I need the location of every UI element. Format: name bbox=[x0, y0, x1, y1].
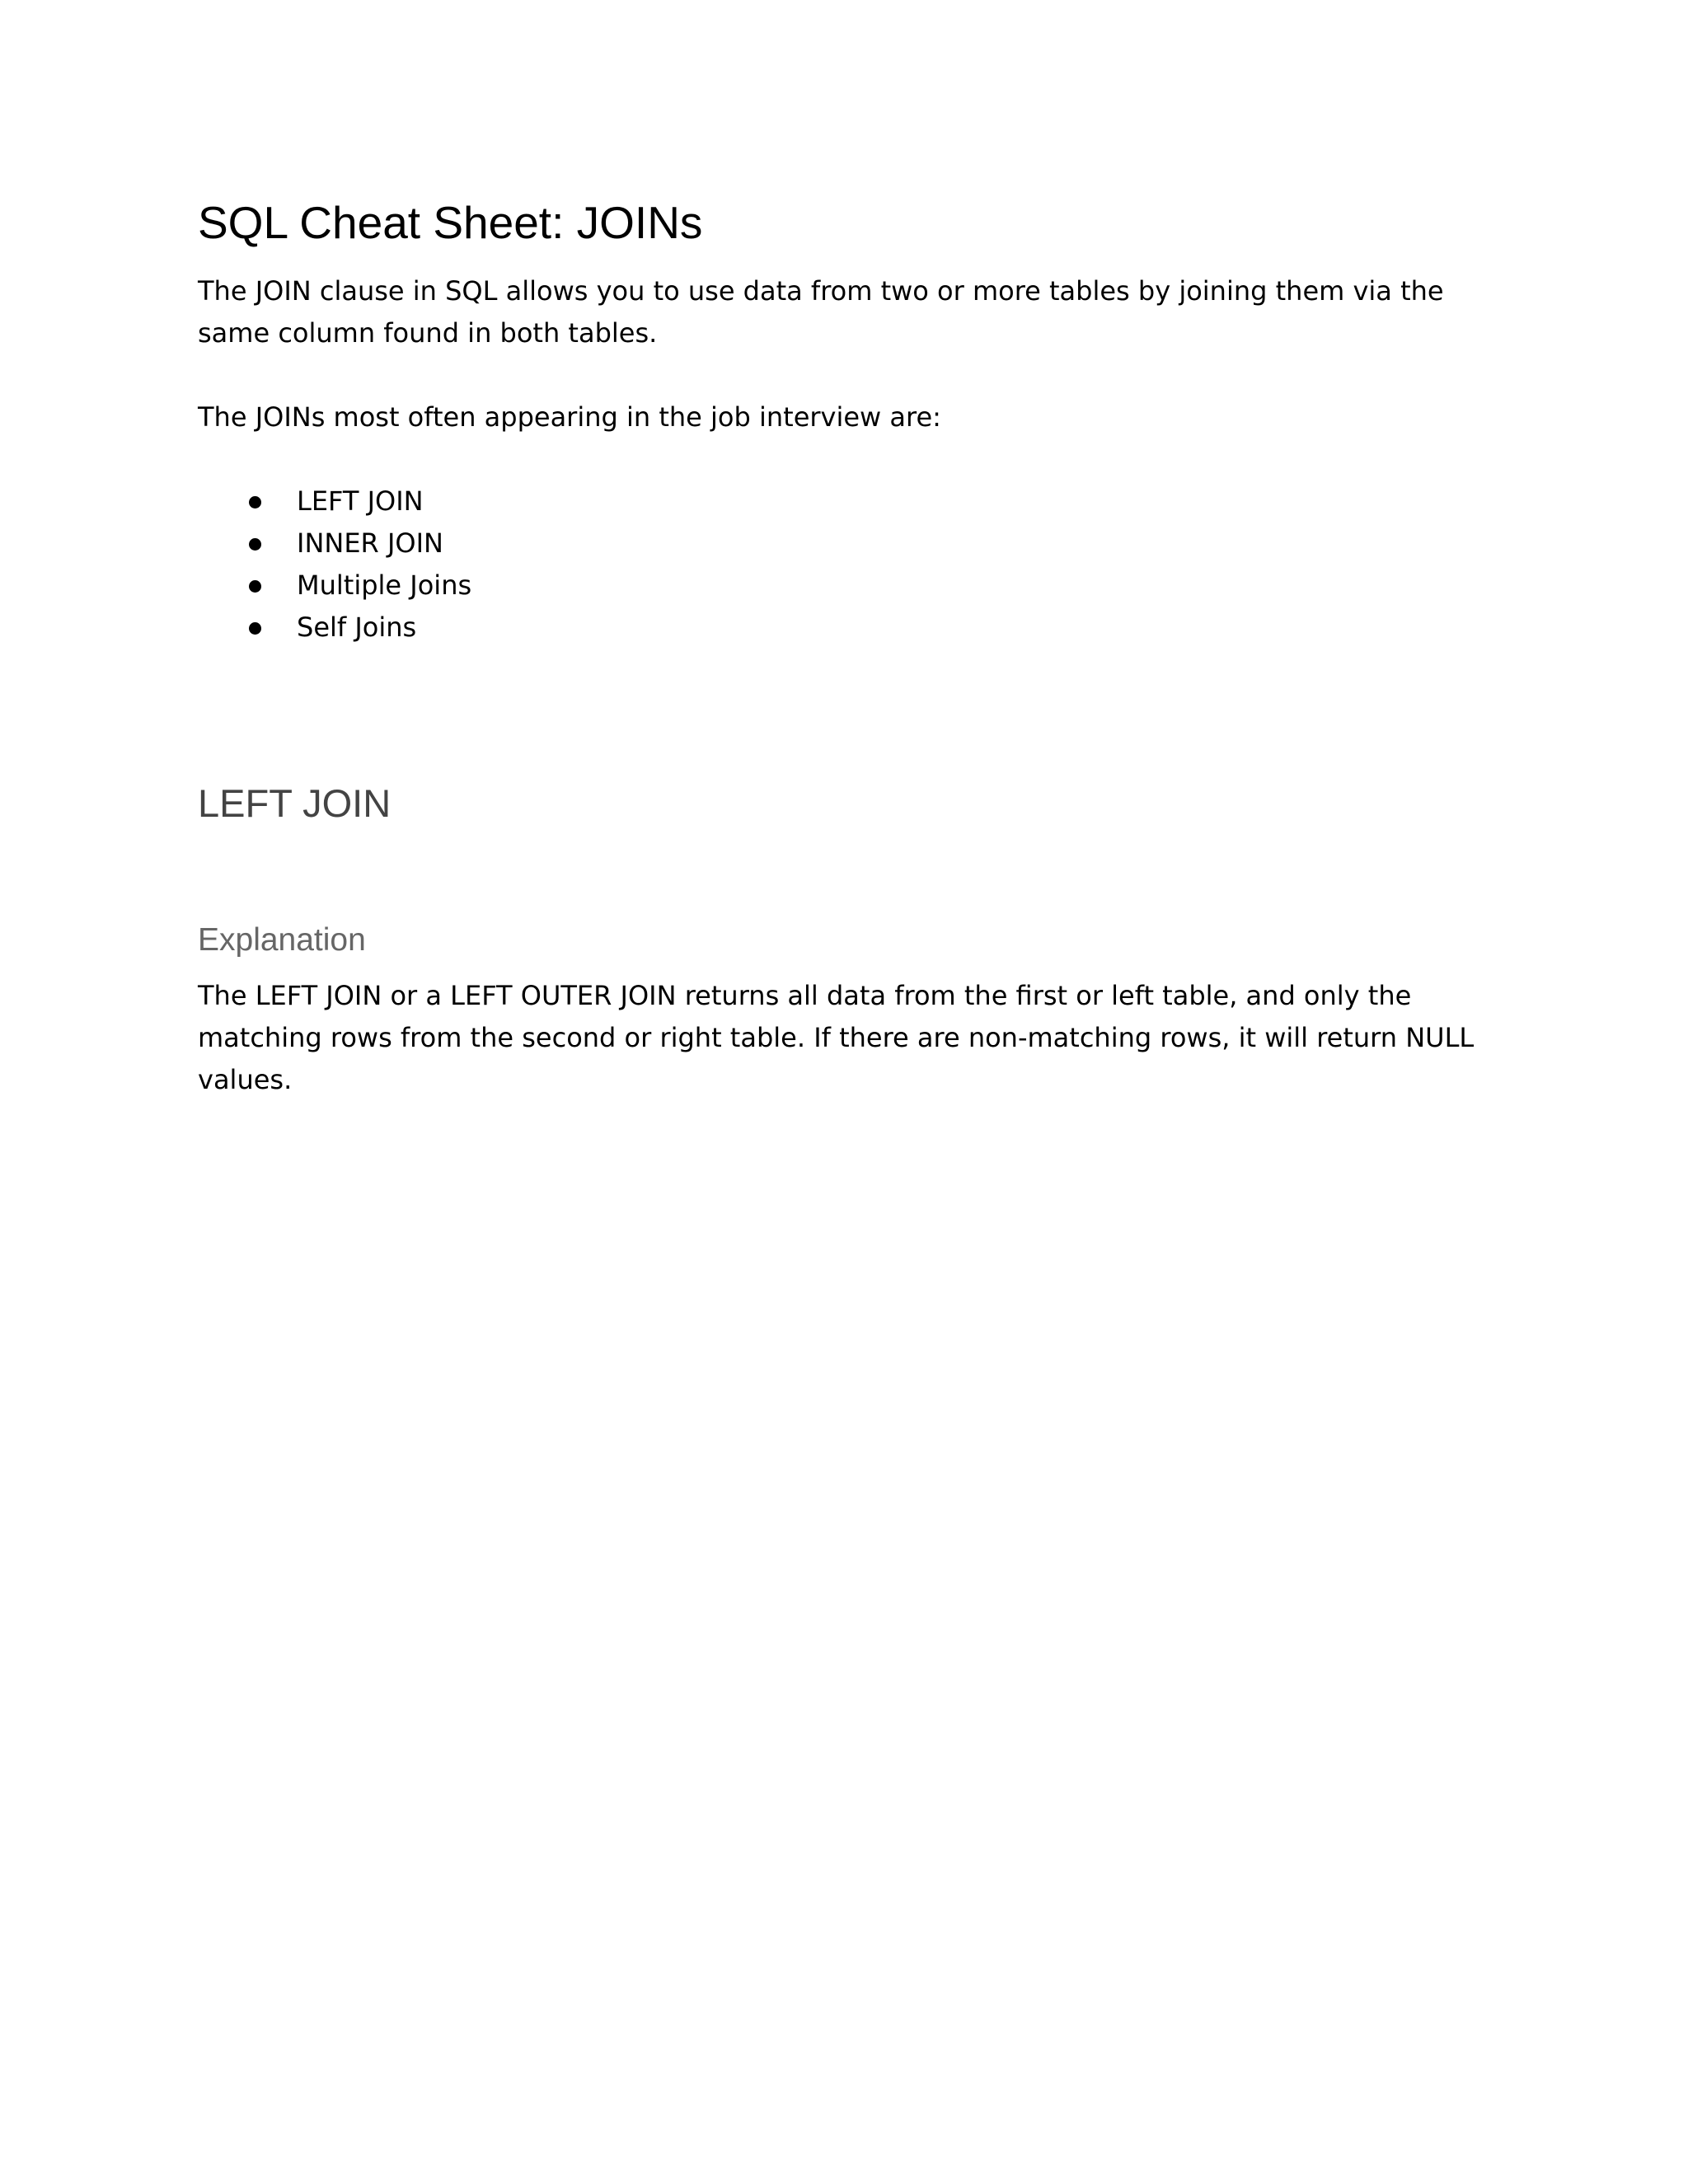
list-item-label: INNER JOIN bbox=[297, 527, 443, 559]
intro-paragraph: The JOIN clause in SQL allows you to use data from two or more tables by joining them via the same column found in both tables. bbox=[198, 275, 1444, 349]
bullet-icon bbox=[249, 538, 261, 551]
list-item bbox=[198, 480, 471, 523]
list-item bbox=[198, 523, 471, 565]
list-item-label: Self Joins bbox=[297, 612, 417, 643]
list-item-label: Multiple Joins bbox=[297, 569, 472, 601]
section-heading-left-join: LEFT JOIN bbox=[198, 781, 392, 825]
bullet-icon bbox=[249, 580, 261, 593]
list-item-label: LEFT JOIN bbox=[297, 485, 424, 517]
bullet-icon bbox=[249, 496, 261, 509]
list-item bbox=[198, 565, 471, 607]
bullet-icon bbox=[249, 622, 261, 635]
explanation-paragraph: The LEFT JOIN or a LEFT OUTER JOIN returns all data from the first or left table, and only the matching rows from the second or right table. If there are non-matching rows, it will return NULL values. bbox=[198, 980, 1475, 1095]
lead-paragraph: The JOINs most often appearing in the job interview are: bbox=[198, 401, 941, 433]
list-item bbox=[198, 607, 471, 649]
subheading-explanation: Explanation bbox=[198, 922, 366, 958]
page-title: SQL Cheat Sheet: JOINs bbox=[198, 197, 703, 248]
join-types-list bbox=[198, 480, 471, 649]
